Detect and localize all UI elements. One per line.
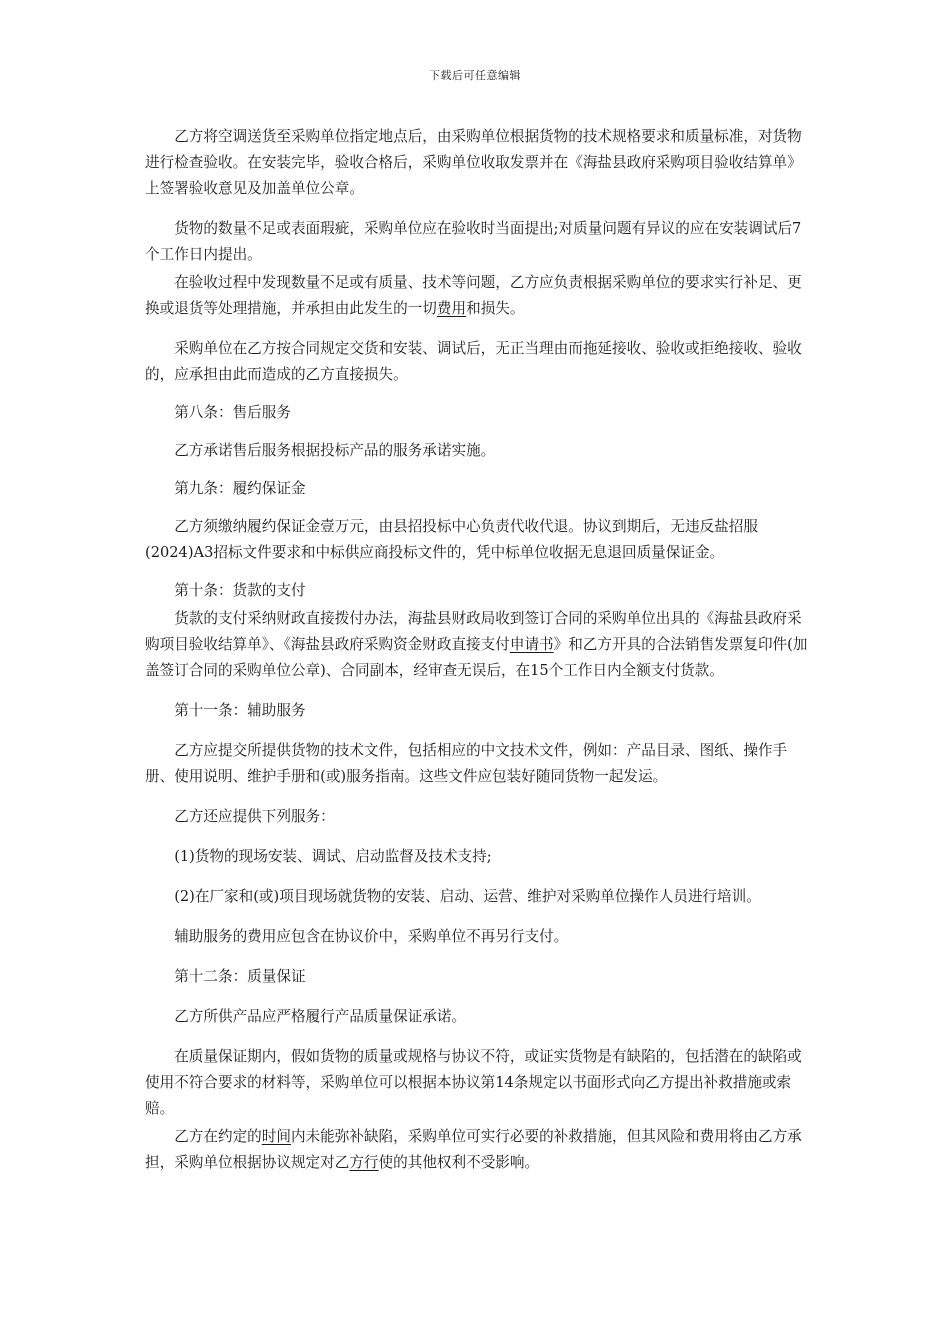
paragraph-service-cost: 辅助服务的费用应包含在协议价中，采购单位不再另行支付。: [174, 928, 569, 945]
paragraph-after-sales: 乙方承诺售后服务根据投标产品的服务承诺实施。: [174, 442, 496, 459]
paragraph-delay-liability: 采购单位在乙方按合同规定交货和安装、调试后，无正当理由而拖延接收、验收或拒绝接收、验收的，应承担由此而造成的乙方直接损失。: [145, 340, 802, 383]
paragraph-tech-docs: 乙方应提交所提供货物的技术文件，包括相应的中文技术文件，例如：产品目录、图纸、操作手册、使用说明、维护手册和(或)服务指南。这些文件应包装好随同货物一起发运。: [145, 742, 788, 785]
heading-article-12: 第十二条：质量保证: [174, 968, 306, 985]
paragraph-text: 乙方在约定的: [174, 1128, 262, 1145]
heading-article-11: 第十一条：辅助服务: [174, 702, 306, 719]
paragraph-warranty-claims: 在质量保证期内，假如货物的质量或规格与协议不符，或证实货物是有缺陷的，包括潜在的缺陷或使用不符合要求的材料等，采购单位可以根据本协议第14条规定以书面形式向乙方提出补救措施或索赔。: [145, 1048, 802, 1117]
list-item-service-1: (1)货物的现场安装、调试、启动监督及技术支持;: [174, 848, 492, 865]
heading-article-8: 第八条：售后服务: [174, 404, 291, 421]
paragraph-text: 》和乙方开具的合法销售发票复印件(加盖签订合同的采购单位公章)、合同副本，经审查无误后，在15个工作日内全额支付货款。: [145, 636, 808, 679]
paragraph-payment: [145, 606, 813, 684]
paragraph-text: 使的其他权利不受影响。: [378, 1154, 540, 1171]
paragraph-quality-commitment: 乙方所供产品应严格履行产品质量保证承诺。: [174, 1008, 467, 1025]
list-item-service-2: (2)在厂家和(或)项目现场就货物的安装、启动、运营、维护对采购单位操作人员进行培训。: [174, 888, 761, 905]
paragraph-quantity-objection: 货物的数量不足或表面瑕疵，采购单位应在验收时当面提出;对质量问题有异议的应在安装调试后7个工作日内提出。: [145, 220, 802, 263]
link-time[interactable]: 时间: [261, 1128, 291, 1145]
paragraph-acceptance: 乙方将空调送货至采购单位指定地点后，由采购单位根据货物的技术规格要求和质量标准，对货物进行检查验收。在安装完毕，验收合格后，采购单位收取发票并在《海盐县政府采购项目验收结算单》上签署验收意见及加盖单位公章。: [145, 128, 802, 197]
heading-article-9: 第九条：履约保证金: [174, 480, 306, 497]
paragraph-remedy: [145, 270, 813, 322]
paragraph-text: 和损失。: [466, 300, 525, 317]
link-party[interactable]: 方行: [349, 1154, 379, 1171]
paragraph-deposit: 乙方须缴纳履约保证金壹万元，由县招投标中心负责代收代退。协议到期后，无违反盐招服(2024)A3招标文件要求和中标供应商投标文件的，凭中标单位收据无息退回质量保证金。: [145, 518, 758, 561]
paragraph-remedial-measures: [145, 1124, 813, 1176]
paragraph-text: 在验收过程中发现数量不足或有质量、技术等问题，乙方应负责根据采购单位的要求实行补足、更换或退货等处理措施，并承担由此发生的一切: [145, 274, 802, 317]
link-fee[interactable]: 费用: [436, 300, 467, 317]
paragraph-text: 货款的支付采纳财政直接拨付办法，海盐县财政局收到签订合同的采购单位出具的《海盐县政府采购项目验收结算单》、《海盐县政府采购资金财政直接支付: [145, 610, 802, 653]
document-body: [145, 124, 813, 1176]
paragraph-services-intro: 乙方还应提供下列服务：: [174, 808, 335, 825]
link-application[interactable]: 申请书: [509, 636, 554, 653]
paragraph-text: 内未能弥补缺陷，采购单位可实行必要的补救措施，但其风险和费用将由乙方承担，采购单位根据协议规定对乙: [145, 1128, 802, 1171]
page-header: 下载后可任意编辑: [429, 69, 521, 82]
heading-article-10: 第十条：货款的支付: [174, 582, 306, 599]
